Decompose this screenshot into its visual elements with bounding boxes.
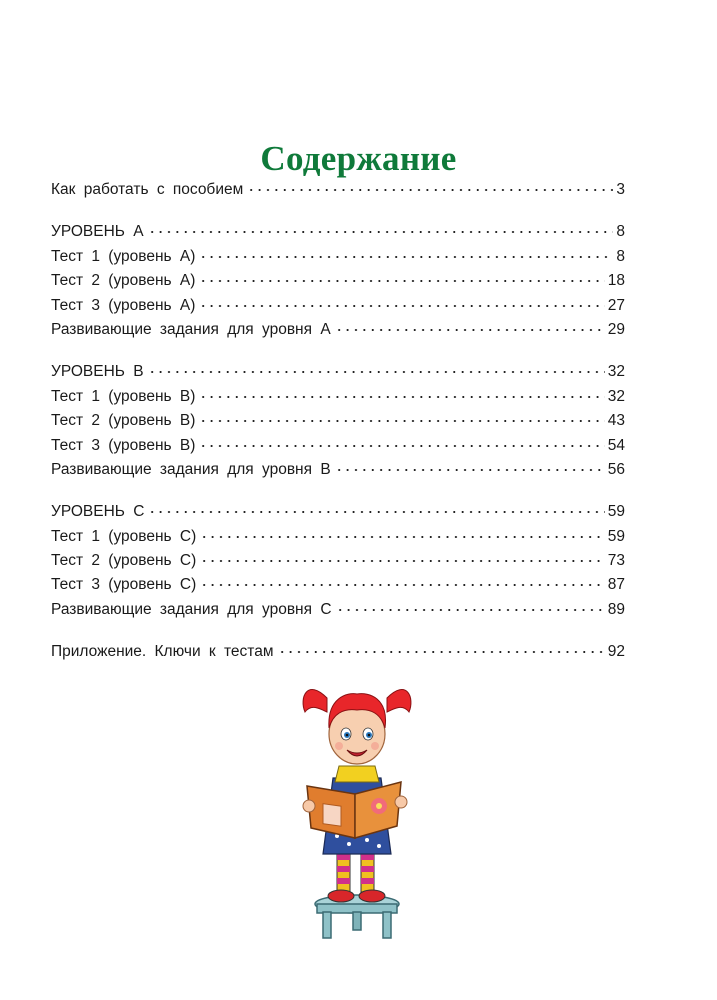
toc-entry[interactable] bbox=[51, 552, 625, 576]
toc-dot-leader bbox=[148, 230, 614, 234]
toc-entry-page: 8 bbox=[616, 223, 625, 241]
toc-group-level-a bbox=[51, 223, 625, 345]
toc-entry-label: Тест 1 (уровень В) bbox=[51, 387, 196, 405]
head-icon bbox=[303, 690, 411, 764]
toc-dot-leader bbox=[148, 510, 604, 514]
toc-entry-label: Тест 1 (уровень А) bbox=[51, 247, 196, 265]
toc-entry-label: Тест 3 (уровень А) bbox=[51, 296, 196, 314]
toc-dot-leader bbox=[199, 395, 604, 399]
toc-entry-label: Развивающие задания для уровня С bbox=[51, 600, 332, 618]
toc-dot-leader bbox=[199, 255, 613, 259]
toc-entry-label: Тест 2 (уровень В) bbox=[51, 412, 196, 430]
toc-entry-page: 54 bbox=[607, 436, 625, 454]
toc-dot-leader bbox=[335, 328, 605, 332]
toc-entry-label: Тест 2 (уровень А) bbox=[51, 272, 196, 290]
toc-entry-label: Как работать с пособием bbox=[51, 181, 244, 198]
toc-entry[interactable] bbox=[51, 297, 625, 321]
toc-entry-label: УРОВЕНЬ А bbox=[51, 223, 144, 241]
toc-entry-page: 73 bbox=[607, 552, 625, 570]
legs-icon bbox=[328, 848, 385, 902]
girl-reading-illustration bbox=[297, 668, 417, 948]
toc-entry-page: 32 bbox=[607, 387, 625, 405]
toc-entry-page: 43 bbox=[607, 412, 625, 430]
toc-entry-page: 87 bbox=[607, 576, 625, 594]
toc-dot-leader bbox=[200, 535, 604, 539]
toc-entry[interactable] bbox=[51, 437, 625, 461]
toc-dot-leader bbox=[247, 188, 613, 192]
toc-entry[interactable] bbox=[51, 601, 625, 625]
toc-group-appendix bbox=[51, 643, 625, 667]
toc-group-intro bbox=[51, 181, 625, 205]
toc-dot-leader bbox=[200, 559, 604, 563]
stool-icon bbox=[315, 895, 399, 938]
toc-entry-page: 8 bbox=[616, 247, 625, 265]
toc-entry-label: Развивающие задания для уровня А bbox=[51, 320, 331, 338]
toc-dot-leader bbox=[335, 468, 605, 472]
toc-dot-leader bbox=[199, 419, 604, 423]
table-of-contents bbox=[51, 181, 625, 686]
toc-entry-label: Тест 2 (уровень С) bbox=[51, 552, 197, 570]
toc-entry[interactable] bbox=[51, 223, 625, 247]
toc-group-level-c bbox=[51, 503, 625, 625]
toc-dot-leader bbox=[200, 583, 604, 587]
toc-entry-label: Тест 3 (уровень В) bbox=[51, 436, 196, 454]
toc-dot-leader bbox=[278, 650, 605, 654]
toc-entry[interactable] bbox=[51, 363, 625, 387]
toc-entry[interactable] bbox=[51, 388, 625, 412]
toc-entry[interactable] bbox=[51, 528, 625, 552]
toc-group-level-b bbox=[51, 363, 625, 485]
toc-entry-page: 89 bbox=[607, 600, 625, 618]
toc-entry[interactable] bbox=[51, 181, 625, 205]
toc-entry-page: 32 bbox=[607, 363, 625, 381]
toc-dot-leader bbox=[336, 608, 605, 612]
toc-entry-page: 92 bbox=[607, 643, 625, 661]
toc-entry[interactable] bbox=[51, 503, 625, 527]
toc-entry[interactable] bbox=[51, 248, 625, 272]
toc-entry-page: 3 bbox=[616, 181, 625, 198]
toc-entry[interactable] bbox=[51, 321, 625, 345]
toc-entry-page: 29 bbox=[607, 320, 625, 338]
toc-dot-leader bbox=[199, 444, 604, 448]
toc-entry-label: Тест 1 (уровень С) bbox=[51, 527, 197, 545]
toc-entry-page: 59 bbox=[607, 503, 625, 521]
toc-entry[interactable] bbox=[51, 643, 625, 667]
toc-entry[interactable] bbox=[51, 272, 625, 296]
toc-entry[interactable] bbox=[51, 412, 625, 436]
toc-dot-leader bbox=[199, 304, 604, 308]
toc-entry-page: 18 bbox=[607, 272, 625, 290]
toc-entry-label: УРОВЕНЬ С bbox=[51, 503, 145, 521]
toc-entry-label: Развивающие задания для уровня В bbox=[51, 460, 331, 478]
toc-entry[interactable] bbox=[51, 461, 625, 485]
toc-entry-label: Тест 3 (уровень С) bbox=[51, 576, 197, 594]
toc-entry-page: 56 bbox=[607, 460, 625, 478]
toc-entry-page: 27 bbox=[607, 296, 625, 314]
toc-entry-page: 59 bbox=[607, 527, 625, 545]
toc-entry-label: Приложение. Ключи к тестам bbox=[51, 643, 274, 661]
toc-dot-leader bbox=[199, 279, 604, 283]
toc-dot-leader bbox=[148, 370, 605, 374]
toc-entry[interactable] bbox=[51, 576, 625, 600]
page-title: Содержание bbox=[260, 139, 457, 179]
toc-entry-label: УРОВЕНЬ В bbox=[51, 363, 144, 381]
